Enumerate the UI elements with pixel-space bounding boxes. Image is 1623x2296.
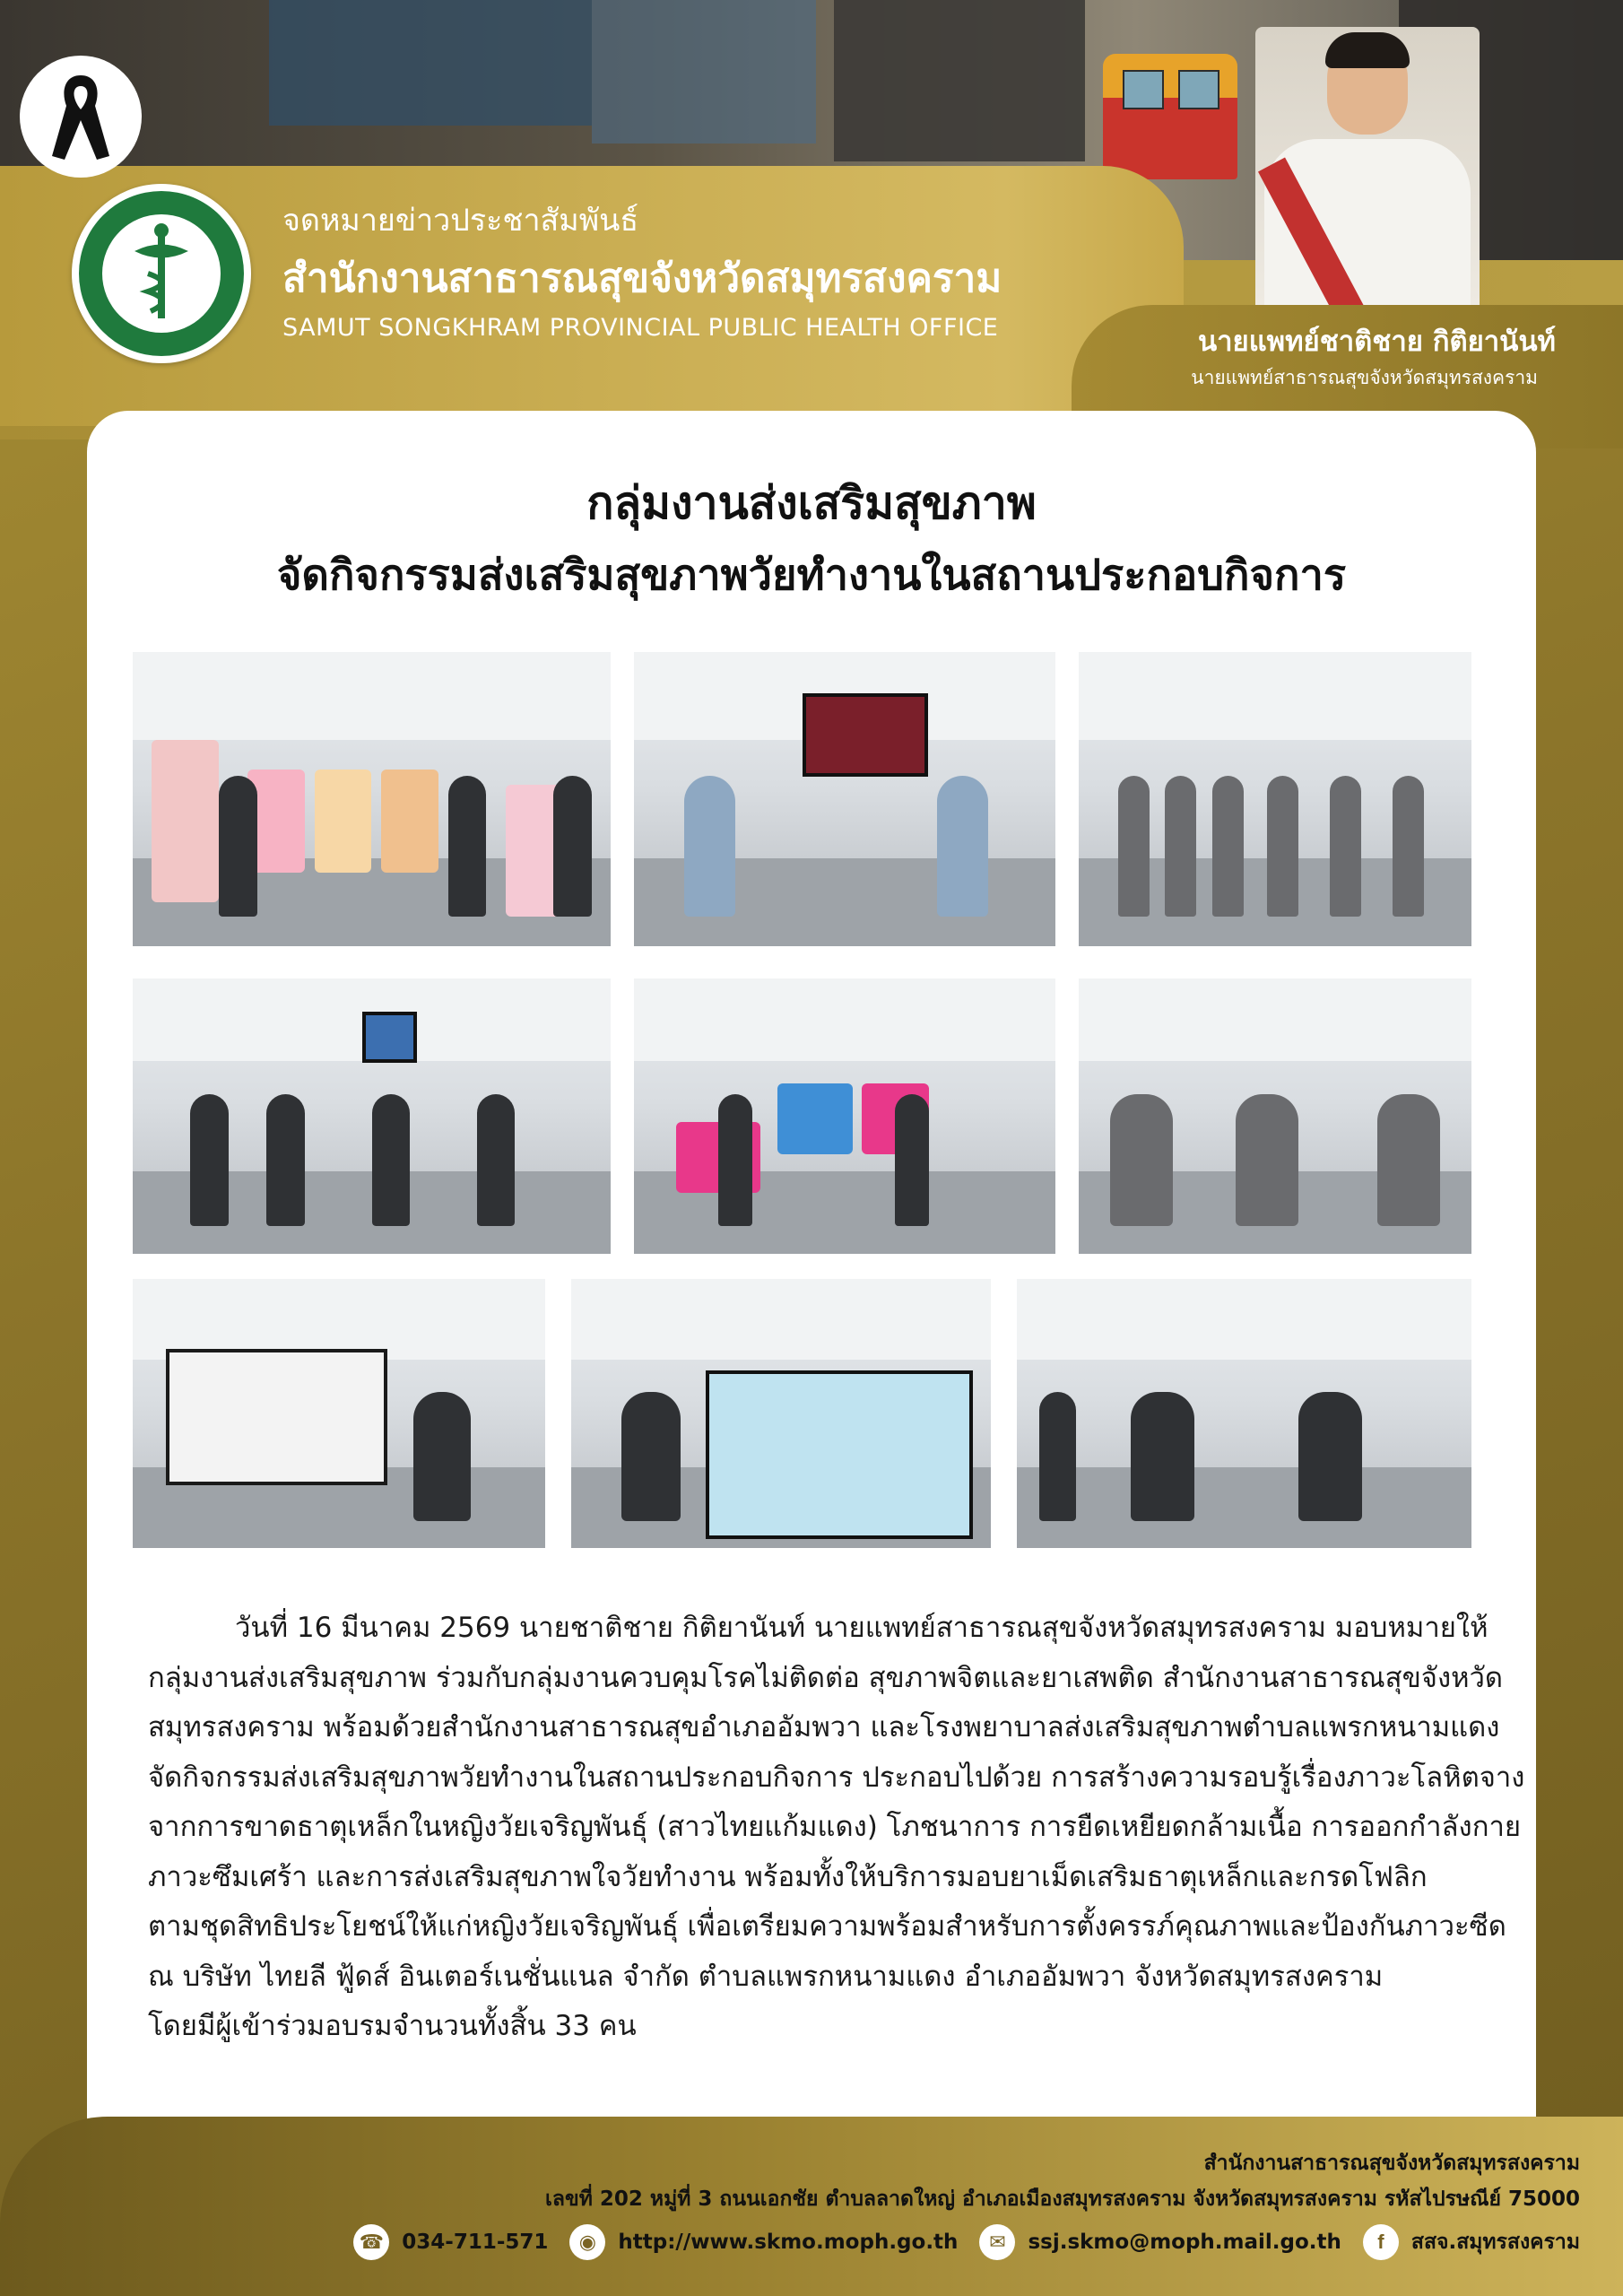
contact-phone[interactable]: 034-711-571 [402,2231,549,2254]
office-name-english: SAMUT SONGKHRAM PROVINCIAL PUBLIC HEALTH OFFICE [282,314,999,342]
body-line: จากการขาดธาตุเหล็กในหญิงวัยเจริญพันธุ์ (สาวไทยแก้มแดง) โภชนาการ การยืดเหยียดกล้ามเนื้อ การออกกำลังกาย [148,1811,1522,1843]
body-line: วันที่ 16 มีนาคม 2569 นายชาติชาย กิติยานันท์ นายแพทย์สาธารณสุขจังหวัดสมุทรสงคราม มอบหมายให้ [235,1612,1488,1644]
activity-photo-group-stretch [1079,652,1471,946]
activity-photo-classroom [133,978,611,1254]
train-image [1103,54,1237,179]
activity-photo-food-plates [1079,978,1471,1254]
activity-photo-food-cards [634,978,1055,1254]
official-title: นายแพทย์สาธารณสุขจังหวัดสมุทรสงคราม [1191,367,1538,388]
contact-row [353,2220,1580,2265]
article-body [148,1604,1525,2052]
newsletter-label: จดหมายข่าวประชาสัมพันธ์ [282,203,639,239]
activity-photo-group [133,652,611,946]
body-line: ตามชุดสิทธิประโยชน์ให้แก่หญิงวัยเจริญพันธุ์ เพื่อเตรียมความพร้อมสำหรับการตั้งครรภ์คุณภาพและป้องกันภาวะซีด [148,1910,1506,1943]
body-line: จัดกิจกรรมส่งเสริมสุขภาพวัยทำงานในสถานประกอบกิจการ ประกอบไปด้วย การสร้างความรอบรู้เรื่องภาวะโลหิตจาง [148,1761,1525,1794]
phone-icon: ☎ [353,2224,389,2260]
body-line: ณ บริษัท ไทยลี ฟู้ดส์ อินเตอร์เนชั่นแนล จำกัด ตำบลแพรกหนามแดง อำเภออัมพวา จังหวัดสมุทรสงคราม [148,1960,1384,1993]
activity-photo-presentation [133,1279,545,1548]
activity-photo-discussion [1017,1279,1471,1548]
ministry-of-public-health-logo [72,184,251,363]
globe-icon: ◉ [569,2224,605,2260]
official-portrait [1255,27,1480,305]
body-line: ภาวะซึมเศร้า และการส่งเสริมสุขภาพใจวัยทำงาน พร้อมทั้งให้บริการมอบยาเม็ดเสริมธาตุเหล็กและกรดโฟลิก [148,1860,1428,1893]
facebook-icon: f [1363,2224,1399,2260]
body-line: กลุ่มงานส่งเสริมสุขภาพ ร่วมกับกลุ่มงานควบคุมโรคไม่ติดต่อ สุขภาพจิตและยาเสพติด สำนักงานสาธารณสุขจังหวัด [148,1661,1504,1694]
activity-photo-lecture [571,1279,991,1548]
footer-office-name: สำนักงานสาธารณสุขจังหวัดสมุทรสงคราม [1203,2152,1580,2175]
footer-address: เลขที่ 202 หมู่ที่ 3 ถนนเอกชัย ตำบลลาดใหญ่ อำเภอเมืองสมุทรสงคราม จังหวัดสมุทรสงคราม รหัสไปรษณีย์ 75000 [545,2187,1580,2211]
body-line: สมุทรสงคราม พร้อมด้วยสำนักงานสาธารณสุขอำเภออัมพวา และโรงพยาบาลส่งเสริมสุขภาพตำบลแพรกหนามแดง [148,1711,1500,1744]
headline-line-1: กลุ่มงานส่งเสริมสุขภาพ [586,477,1037,529]
official-name: นายแพทย์ชาติชาย กิติยานันท์ [1197,326,1556,358]
contact-email[interactable]: ssj.skmo@moph.mail.go.th [1028,2231,1341,2254]
activity-photo-stretching-demo [634,652,1055,946]
black-ribbon-icon [20,56,142,178]
body-line: โดยมีผู้เข้าร่วมอบรมจำนวนทั้งสิ้น 33 คน [148,2010,637,2042]
mail-icon: ✉ [979,2224,1015,2260]
contact-website[interactable]: http://www.skmo.moph.go.th [618,2231,959,2254]
headline-line-2: จัดกิจกรรมส่งเสริมสุขภาพวัยทำงานในสถานประกอบกิจการ [276,551,1347,600]
contact-facebook[interactable]: สสจ.สมุทรสงคราม [1410,2231,1580,2254]
office-name-thai: สำนักงานสาธารณสุขจังหวัดสมุทรสงคราม [282,256,1002,301]
